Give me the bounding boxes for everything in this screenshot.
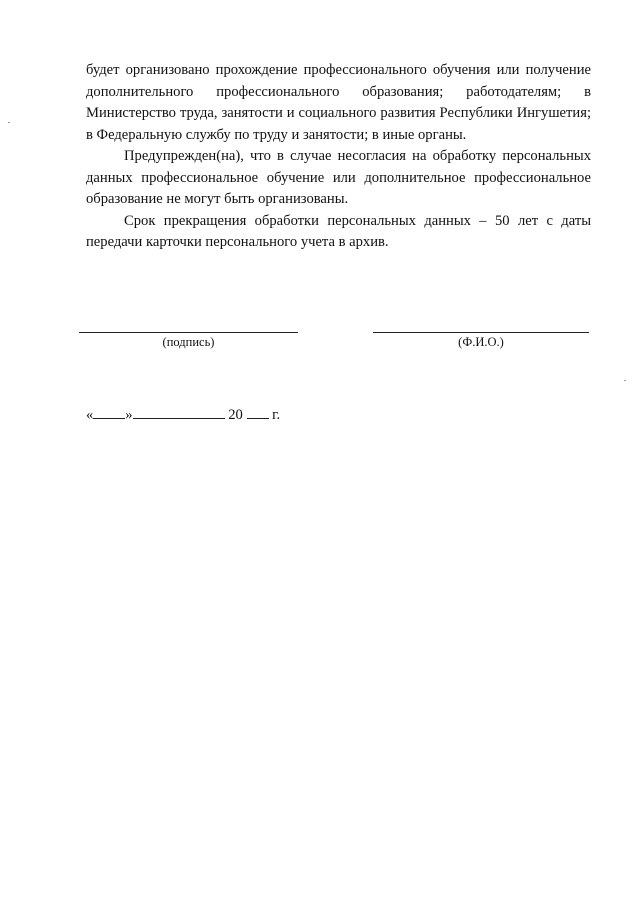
date-close-quote: » [125,407,133,423]
date-day-blank [93,404,125,419]
date-field [86,404,280,424]
paragraph-retention-period: Срок прекращения обработки персональных данных – 50 лет с даты передачи карточки персонального учета в архив. [86,212,591,250]
date-open-quote: « [86,407,94,423]
scan-speck [8,122,10,123]
full-name-caption: (Ф.И.О.) [458,335,504,349]
date-year-blank [247,404,269,419]
signature-caption: (подпись) [162,335,215,349]
document-body [86,60,591,254]
date-month-blank [133,404,225,419]
paragraph-consent-recipients: будет организовано прохождение профессионального обучения или получение дополнительного профессионального образования; работодателям; в Министерство труда, занятости и социального развития Республики Ингушетия; в Федеральную службу по труду и занятости; в иные органы. [86,62,591,143]
paragraph-warning: Предупрежден(на), что в случае несогласия на обработку персональных данных профессиональное обучение или дополнительное профессиональное образование не могут быть организованы. [86,148,591,207]
date-year-prefix: 20 [228,407,243,423]
signature-line [79,332,298,333]
full-name-line [373,332,589,333]
date-year-suffix: г. [272,407,281,423]
scan-speck [624,380,626,381]
